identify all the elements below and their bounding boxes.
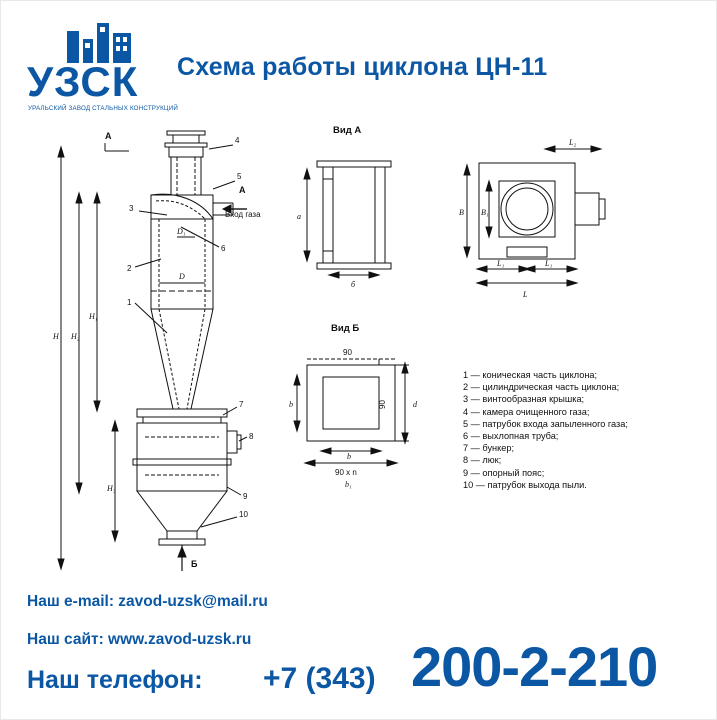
callout-8: 8 (249, 432, 254, 441)
view-a-dim-a: a (297, 212, 301, 221)
callout-9: 9 (243, 492, 248, 501)
callout-6: 6 (221, 244, 226, 253)
view-b-dim-90: 90 (343, 348, 352, 357)
phone-number[interactable]: 200-2-210 (411, 635, 658, 698)
callout-4: 4 (235, 136, 240, 145)
flange-dim-B1: B₁ (481, 208, 489, 217)
flange-dim-L: L (523, 290, 528, 299)
technical-drawing (1, 119, 717, 589)
section-mark-b-bottom: Б (191, 559, 198, 569)
legend-item-7: 7 — бункер; (463, 443, 515, 454)
phone-area-code: +7 (343) (263, 662, 376, 695)
dim-H2: H₂ (71, 332, 80, 341)
legend-item-9: 9 — опорный пояс; (463, 467, 545, 478)
view-b-dim-b2: b (347, 452, 351, 461)
callout-10: 10 (239, 510, 248, 519)
section-mark-a-side: А (239, 185, 246, 195)
company-logo (27, 23, 177, 113)
callout-1: 1 (127, 298, 132, 307)
legend-list (463, 369, 703, 491)
website-line[interactable]: Наш сайт: www.zavod-uzsk.ru (27, 631, 252, 648)
logo-tagline: УРАЛЬСКИЙ ЗАВОД СТАЛЬНЫХ КОНСТРУКЦИЙ (27, 105, 179, 112)
factory-icon (67, 23, 131, 63)
dim-H1: H₁ (89, 312, 98, 321)
callout-7: 7 (239, 400, 244, 409)
dim-D: D (179, 272, 185, 281)
legend-item-2: 2 — цилиндрическая часть циклона; (463, 382, 620, 393)
logo-wordmark: УЗСК (27, 58, 139, 105)
phone-label: Наш телефон: (27, 666, 203, 694)
view-b-dim-90xn: 90 x n (335, 468, 357, 477)
gas-inlet-label: Вход газа (225, 210, 261, 219)
view-b-dim-b: b (289, 400, 293, 409)
callout-2: 2 (127, 264, 132, 273)
dim-D1: D₁ (177, 227, 186, 236)
callout-5: 5 (237, 172, 242, 181)
legend-item-4: 4 — камера очищенного газа; (463, 406, 590, 417)
view-b-dim-b1: b₁ (345, 480, 352, 489)
section-mark-a-top: А (105, 131, 112, 141)
flange-dim-B: B (459, 208, 464, 217)
legend-item-3: 3 — винтообразная крышка; (463, 394, 585, 405)
legend-item-1: 1 — коническая часть циклона; (463, 370, 598, 380)
callout-3: 3 (129, 204, 134, 213)
view-b-title: Вид Б (331, 323, 360, 334)
page-title: Схема работы циклона ЦН-11 (177, 53, 548, 81)
flange-dim-L2: L₂ (569, 138, 577, 147)
email-line[interactable]: Наш e-mail: zavod-uzsk@mail.ru (27, 593, 268, 610)
dim-H3: H₃ (107, 484, 116, 493)
flange-dim-L1: L₁ (497, 259, 505, 268)
view-b-dim-d: d (413, 400, 417, 409)
view-a-title: Вид А (333, 125, 362, 136)
flange-dim-L1b: L₁ (545, 259, 553, 268)
legend-item-5: 5 — патрубок входа запыленного газа; (463, 418, 628, 429)
view-a-dim-b: б (351, 280, 356, 289)
dim-H: H (53, 332, 59, 341)
view-b-dim-90-v: 90 (378, 400, 387, 409)
legend-item-10: 10 — патрубок выхода пыли. (463, 479, 587, 490)
legend-item-6: 6 — выхлопная труба; (463, 431, 559, 442)
legend-item-8: 8 — люк; (463, 455, 502, 466)
